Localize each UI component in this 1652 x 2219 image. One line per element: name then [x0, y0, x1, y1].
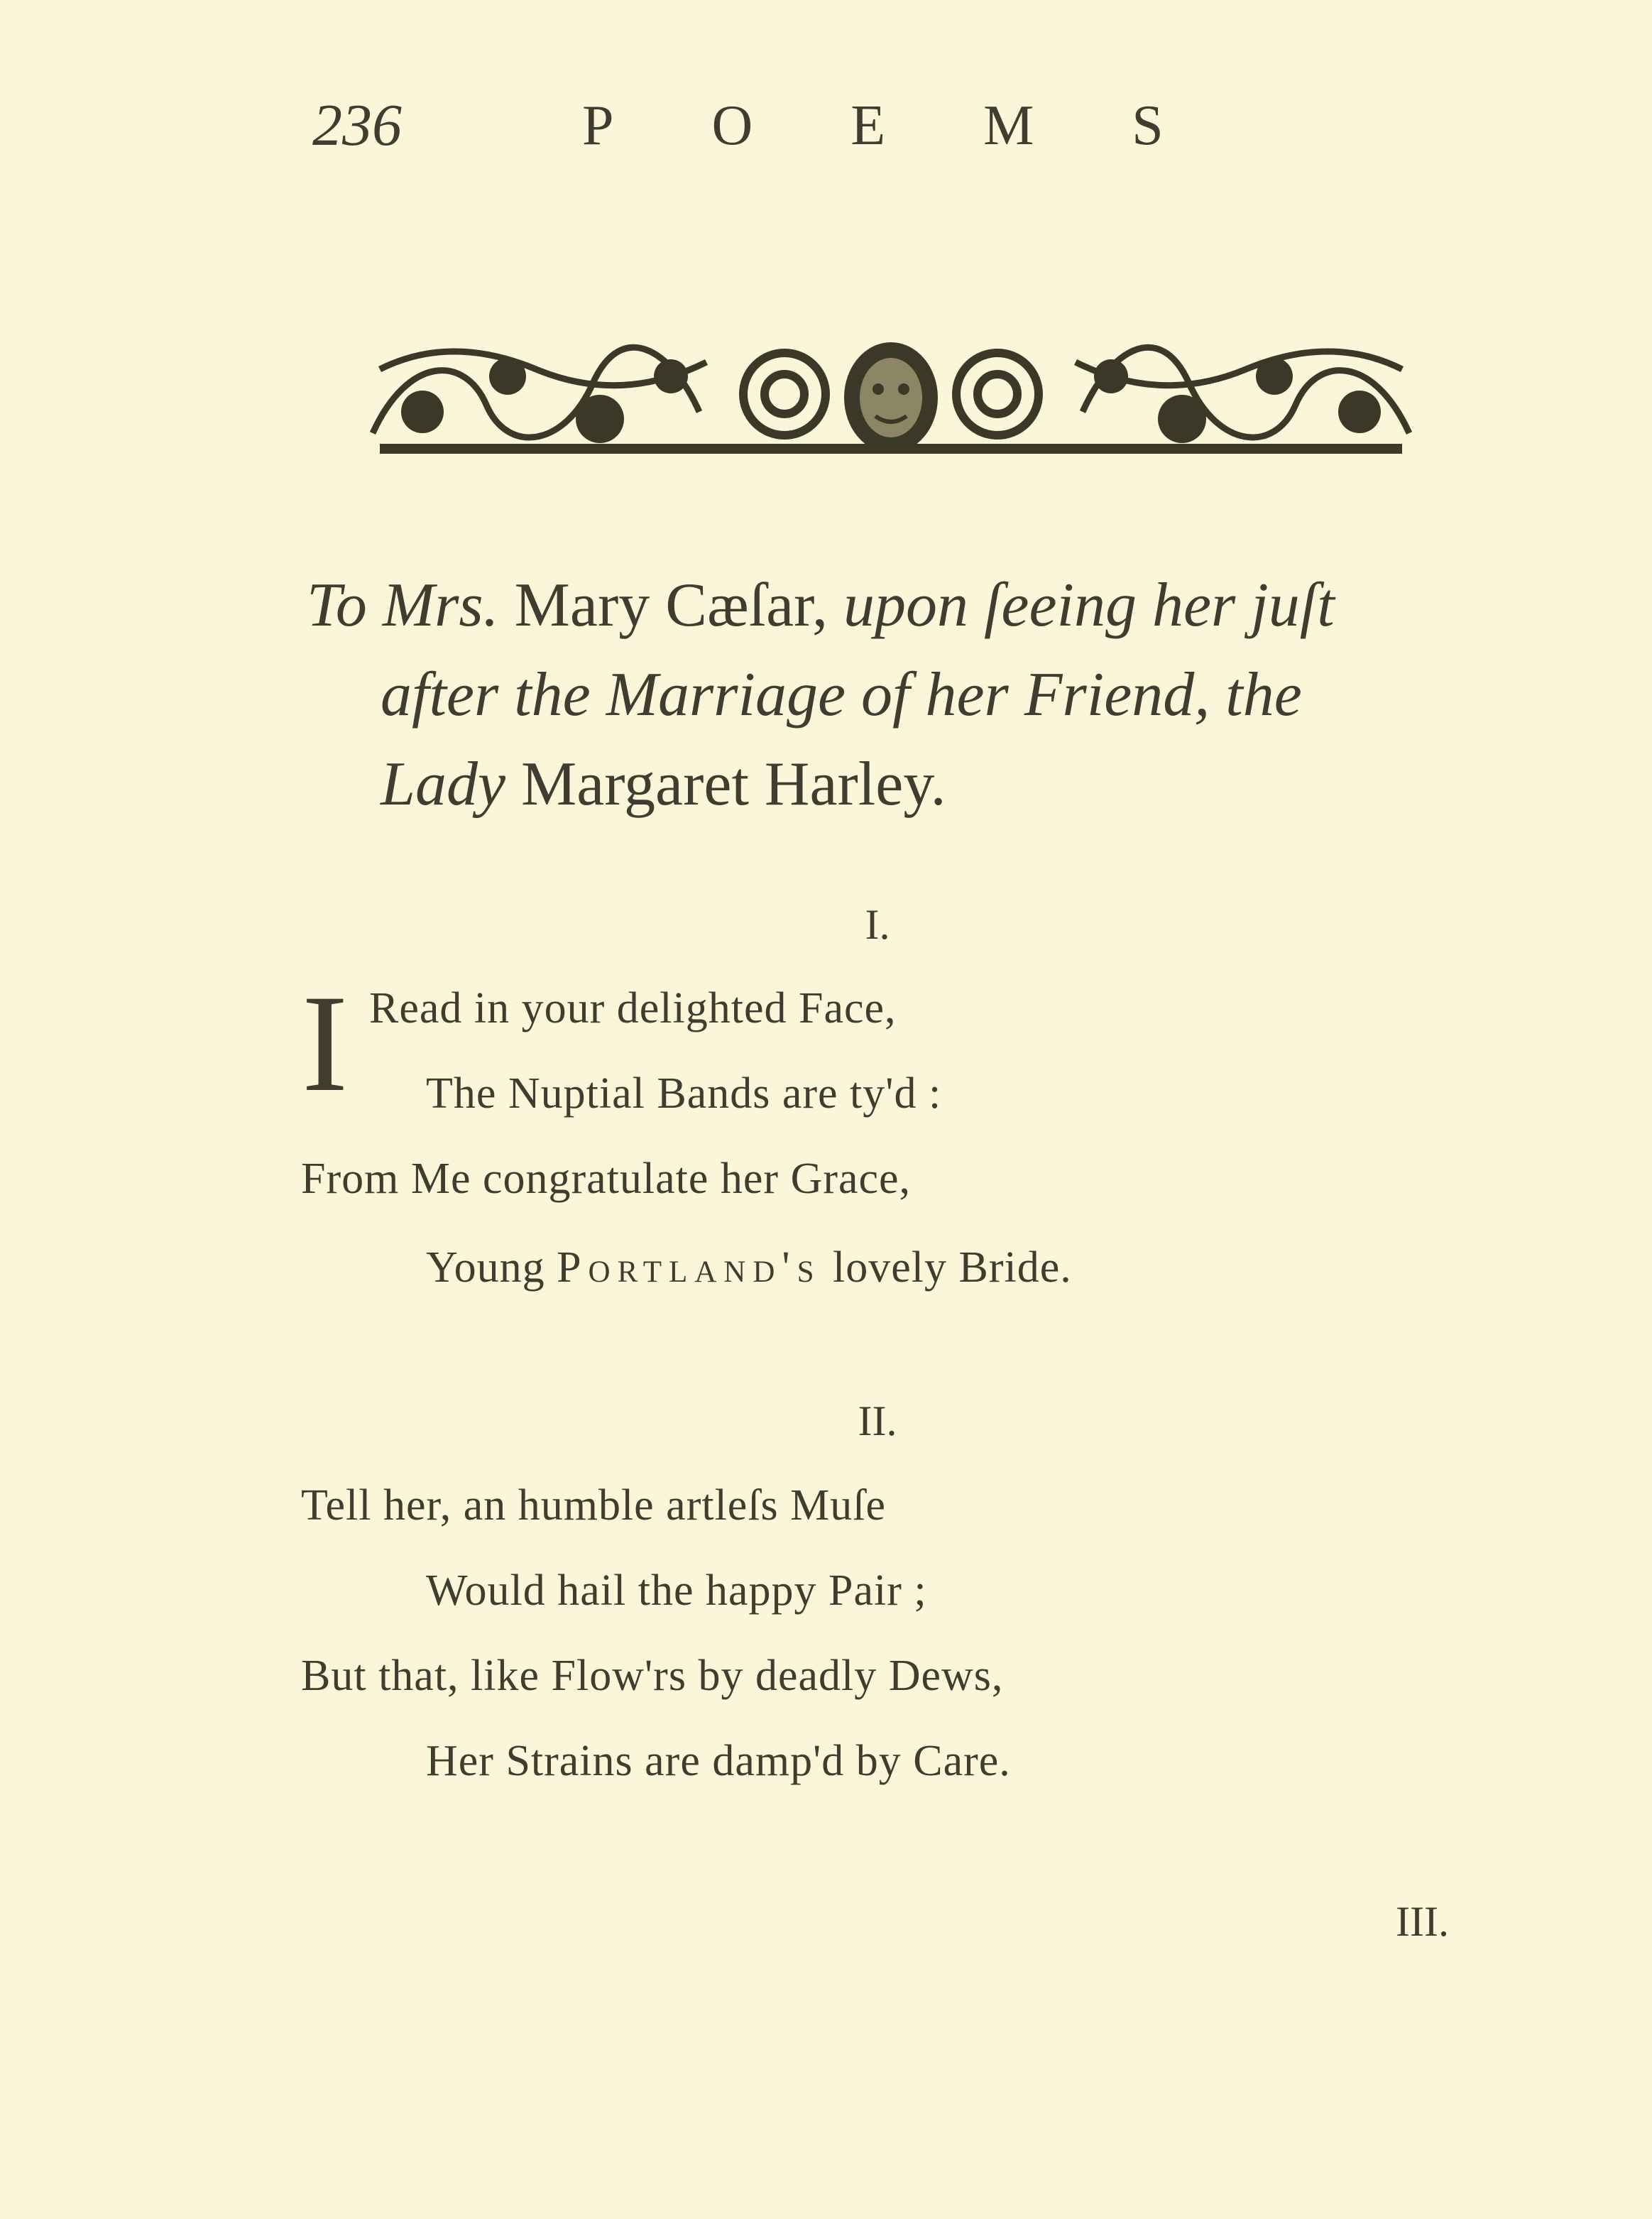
- title-line-2: after the Marriage of her Friend, the: [381, 660, 1302, 729]
- verse-line: From Me congratulate her Grace,: [301, 1155, 912, 1203]
- verse-line: The Nuptial Bands are ty'd :: [426, 1069, 942, 1118]
- name-portland: Portland's: [557, 1243, 821, 1292]
- verse-line: Would hail the happy Pair ;: [426, 1566, 927, 1615]
- page-number: 236: [312, 92, 402, 158]
- verse-line: Her Strains are damp'd by Care.: [426, 1737, 1011, 1785]
- verse-line: Tell her, an humble artleſs Muſe: [301, 1481, 887, 1530]
- verse-line: Read in your delighted Face,: [369, 984, 897, 1032]
- stanza-number-1: I.: [865, 901, 890, 948]
- foliate-head-piece-ornament: [366, 327, 1416, 463]
- running-head: [312, 91, 1264, 176]
- verse-line: But that, like Flow'rs by deadly Dews,: [301, 1652, 1004, 1700]
- title-italic-prefix: To Mrs.: [307, 571, 499, 640]
- verse-fragment: Young: [426, 1243, 545, 1292]
- running-title: POEMS: [582, 94, 1262, 157]
- catchword: III.: [1396, 1898, 1449, 1945]
- verse-line: [426, 1243, 1072, 1293]
- title-name-margaret-harley: Margaret Harley.: [521, 750, 946, 819]
- title-italic-occasion: upon ſeeing her juſt: [843, 571, 1335, 640]
- stanza-number-2: II.: [858, 1397, 897, 1444]
- title-lady: Lady: [381, 750, 505, 819]
- drop-cap: I: [302, 966, 349, 1121]
- title-name-mary-caesar: Mary Cæſar,: [514, 571, 828, 640]
- poem-title: [307, 561, 1514, 829]
- verse-fragment: lovely Bride.: [833, 1243, 1072, 1292]
